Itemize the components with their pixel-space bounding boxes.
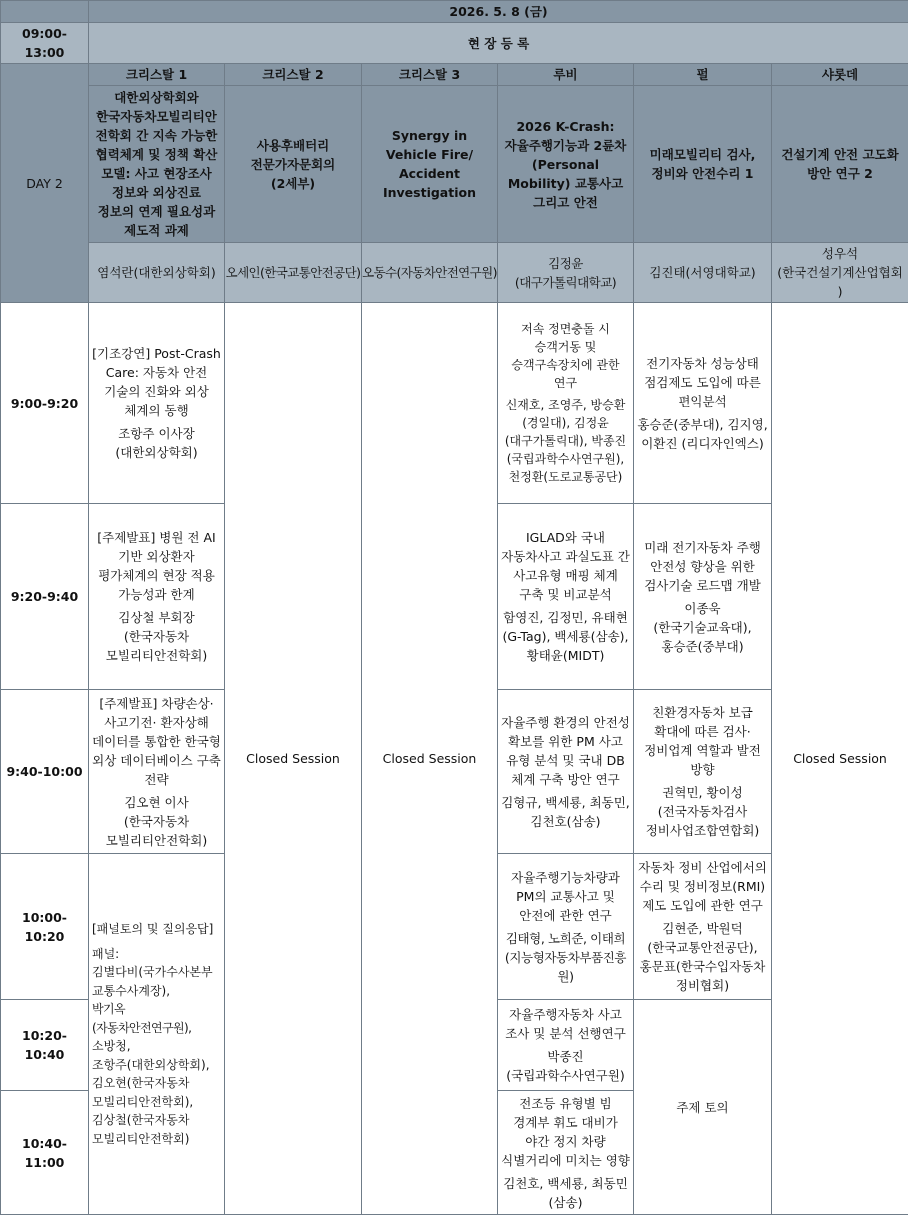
talk-title: 자율주행 환경의 안전성 확보를 위한 PM 사고 유형 분석 및 국내 DB 체계 구축 방안 연구 <box>501 713 630 789</box>
talk-title: [기조강연] Post-Crash Care: 자동차 안전 기술의 진화와 외상 체계의 동행 <box>92 344 221 420</box>
session-chair: 오동수(자동차안전연구원) <box>362 243 498 303</box>
talk-speaker: 김천호, 백세룡, 최동민(삼송) <box>501 1174 630 1212</box>
talk-title: 자율주행자동차 사고 조사 및 분석 선행연구 <box>501 1005 630 1043</box>
session-chair: 염석란(대한외상학회) <box>89 243 225 303</box>
talk-speaker: 김태형, 노희준, 이태희 (지능형자동차부품진흥원) <box>501 929 630 986</box>
panel-label: 패널: <box>92 945 221 964</box>
session-title: 사용후배터리 전문가자문회의 (2세부) <box>225 86 362 243</box>
date-header: 2026. 5. 8 (금) <box>89 1 908 23</box>
program-cell <box>498 1091 634 1215</box>
talk-speaker: 신재호, 조영주, 방승환(경일대), 김정윤(대구가톨릭대), 박종진 (국립과학수사연구원), 천정환(도로교통공단) <box>501 396 630 486</box>
talk-speaker: 김현준, 박원덕 (한국교통안전공단), 홍문표(한국수입자동차 정비협회) <box>637 919 768 995</box>
panel-member: 김오현(한국자동차 <box>92 1074 221 1093</box>
panel-member: 모빌리티안전학회) <box>92 1130 221 1149</box>
program-cell <box>89 303 225 504</box>
talk-speaker: 함영진, 김정민, 유태현(G-Tag), 백세룡(삼송), 황태윤(MIDT) <box>501 608 630 665</box>
registration-label: 현 장 등 록 <box>89 23 908 64</box>
session-chair: 성우석 (한국건설기계산업협회) <box>772 243 908 303</box>
talk-speaker: 김상철 부회장 (한국자동차 모빌리티안전학회) <box>92 608 221 665</box>
program-cell <box>89 690 225 854</box>
program-cell <box>634 504 772 690</box>
talk-title: [주제발표] 차량손상·사고기전· 환자상해 데이터를 통합한 한국형 외상 데이터베이스 구축 전략 <box>92 694 221 789</box>
time-slot: 10:20-10:40 <box>1 1000 89 1091</box>
talk-title: IGLAD와 국내 자동차사고 과실도표 간 사고유형 매핑 체계 구축 및 비교분석 <box>501 528 630 604</box>
talk-speaker: 김오현 이사 (한국자동차 모빌리티안전학회) <box>92 793 221 850</box>
room-charlotte: 샤롯데 <box>772 64 908 86</box>
room-crystal-2: 크리스탈 2 <box>225 64 362 86</box>
session-chair: 김진태(서영대학교) <box>634 243 772 303</box>
panel-discussion <box>89 854 225 1215</box>
room-crystal-3: 크리스탈 3 <box>362 64 498 86</box>
program-cell <box>498 1000 634 1091</box>
program-cell <box>634 303 772 504</box>
program-cell <box>498 690 634 854</box>
closed-session: Closed Session <box>772 303 908 1215</box>
time-slot: 10:40-11:00 <box>1 1091 89 1215</box>
talk-title: 미래 전기자동차 주행 안전성 향상을 위한 검사기술 로드맵 개발 <box>637 538 768 595</box>
registration-time: 09:00-13:00 <box>1 23 89 64</box>
panel-title: [패널토의 및 질의응답] <box>92 920 221 939</box>
talk-title: 저속 정면충돌 시 승객거동 및 승객구속장치에 관한 연구 <box>501 320 630 392</box>
panel-member: 김별다비(국가수사본부 <box>92 963 221 982</box>
panel-member: 교통수사계장), <box>92 982 221 1001</box>
discussion-cell: 주제 토의 <box>634 1000 772 1215</box>
panel-member: 모빌리티안전학회), <box>92 1093 221 1112</box>
panel-member: 조항주(대한외상학회), <box>92 1056 221 1075</box>
time-slot: 9:20-9:40 <box>1 504 89 690</box>
program-cell <box>498 854 634 1000</box>
session-chair: 오세인(한국교통안전공단) <box>225 243 362 303</box>
room-pearl: 펄 <box>634 64 772 86</box>
talk-speaker: 김형규, 백세룡, 최동민, 김천호(삼송) <box>501 793 630 831</box>
talk-title: 자동차 정비 산업에서의 수리 및 정비정보(RMI) 제도 도입에 관한 연구 <box>637 858 768 915</box>
day-label: DAY 2 <box>1 64 89 303</box>
panel-member: 박기옥(자동차안전연구원), <box>92 1000 221 1037</box>
talk-speaker: 박종진 (국립과학수사연구원) <box>501 1047 630 1085</box>
time-slot: 10:00-10:20 <box>1 854 89 1000</box>
talk-title: 전조등 유형별 빔 경계부 휘도 대비가 야간 정지 차량 식별거리에 미치는 영향 <box>501 1094 630 1170</box>
session-title: 건설기계 안전 고도화 방안 연구 2 <box>772 86 908 243</box>
program-cell <box>498 504 634 690</box>
program-cell <box>498 303 634 504</box>
talk-speaker: 홍승준(중부대), 김지영, 이환진 (리디자인엑스) <box>637 415 768 453</box>
talk-speaker: 권혁민, 황이성 (전국자동차검사 정비사업조합연합회) <box>637 783 768 840</box>
time-slot: 9:40-10:00 <box>1 690 89 854</box>
talk-title: 전기자동차 성능상태 점검제도 도입에 따른 편익분석 <box>637 354 768 411</box>
talk-speaker: 조항주 이사장 (대한외상학회) <box>92 424 221 462</box>
session-title: 대한외상학회와 한국자동차모빌리티안전학회 간 지속 가능한 협력체계 및 정책 확산 모델: 사고 현장조사 정보와 외상진료 정보의 연계 필요성과 제도적 과제 <box>89 86 225 243</box>
session-title: 2026 K-Crash: 자율주행기능과 2륜차(Personal Mobility) 교통사고 그리고 안전 <box>498 86 634 243</box>
session-title: Synergy in Vehicle Fire/ Accident Investigation <box>362 86 498 243</box>
time-slot: 9:00-9:20 <box>1 303 89 504</box>
room-ruby: 루비 <box>498 64 634 86</box>
panel-member: 김상철(한국자동차 <box>92 1111 221 1130</box>
program-cell <box>89 504 225 690</box>
talk-title: [주제발표] 병원 전 AI 기반 외상환자 평가체계의 현장 적용 가능성과 한계 <box>92 528 221 604</box>
panel-member: 소방청, <box>92 1037 221 1056</box>
talk-title: 자율주행기능차량과 PM의 교통사고 및 안전에 관한 연구 <box>501 868 630 925</box>
session-chair: 김정윤(대구가톨릭대학교) <box>498 243 634 303</box>
talk-title: 친환경자동차 보급 확대에 따른 검사·정비업계 역할과 발전 방향 <box>637 703 768 779</box>
closed-session: Closed Session <box>362 303 498 1215</box>
program-cell <box>634 690 772 854</box>
talk-speaker: 이종욱(한국기술교육대), 홍승준(중부대) <box>637 599 768 656</box>
closed-session: Closed Session <box>225 303 362 1215</box>
program-cell <box>634 854 772 1000</box>
room-crystal-1: 크리스탈 1 <box>89 64 225 86</box>
session-title: 미래모빌리티 검사, 정비와 안전수리 1 <box>634 86 772 243</box>
